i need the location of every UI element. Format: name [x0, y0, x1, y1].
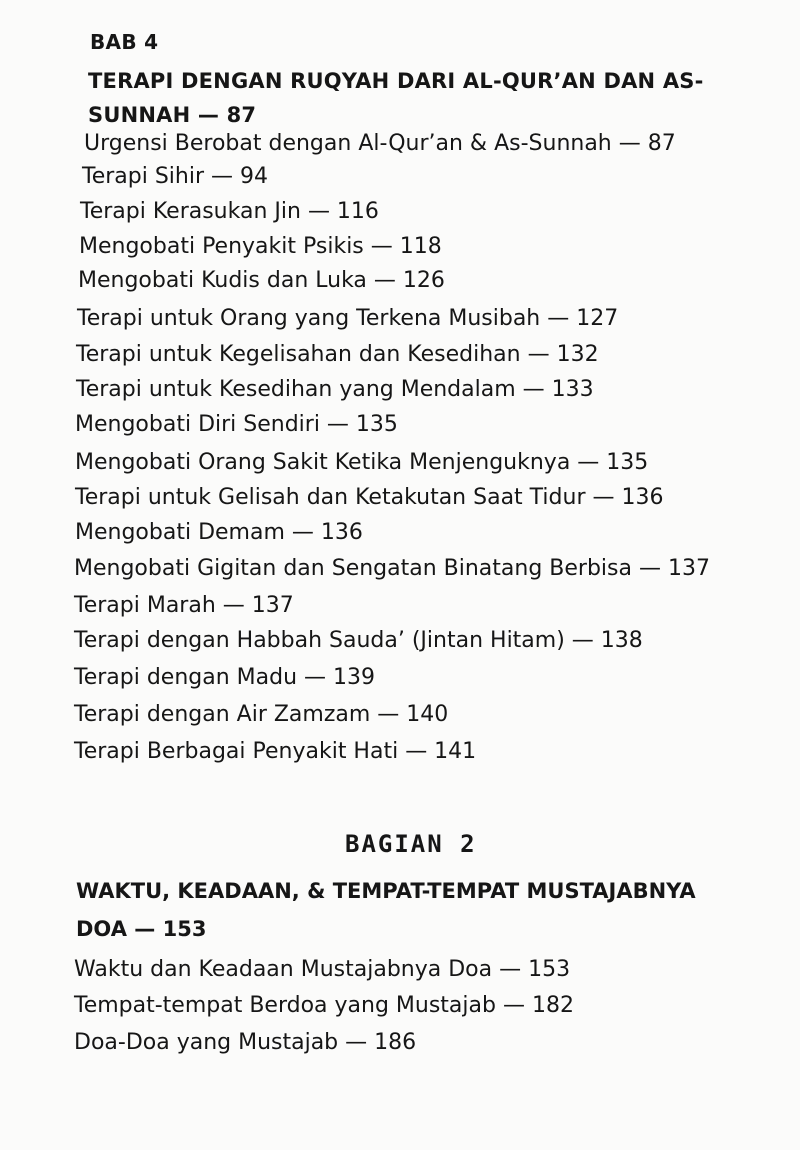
toc-entry: Mengobati Gigitan dan Sengatan Binatang Berbisa — 137: [74, 556, 710, 581]
toc-entry: Terapi Sihir — 94: [82, 164, 268, 189]
chapter-title-line-1: TERAPI DENGAN RUQYAH DARI AL-QUR’AN DAN AS-: [88, 69, 704, 93]
toc-entry: Terapi dengan Air Zamzam — 140: [74, 702, 449, 727]
toc-entry: Terapi untuk Kegelisahan dan Kesedihan — 132: [76, 342, 599, 367]
part-title-line-2: DOA — 153: [76, 917, 207, 941]
part-title: [76, 872, 736, 948]
toc-entry: Mengobati Kudis dan Luka — 126: [78, 268, 445, 293]
chapter-title: [88, 64, 728, 132]
toc-entry: Mengobati Demam — 136: [75, 520, 363, 545]
toc-entry: Terapi Marah — 137: [74, 593, 294, 618]
toc-entry: Waktu dan Keadaan Mustajabnya Doa — 153: [74, 957, 571, 982]
toc-entry: Terapi dengan Habbah Sauda’ (Jintan Hitam) — 138: [74, 628, 643, 653]
toc-entry: Terapi untuk Gelisah dan Ketakutan Saat Tidur — 136: [75, 485, 664, 510]
toc-entry: Mengobati Penyakit Psikis — 118: [79, 234, 442, 259]
chapter-title-line-2: SUNNAH — 87: [88, 103, 257, 127]
toc-entry: Doa-Doa yang Mustajab — 186: [74, 1030, 417, 1055]
toc-entry: Terapi dengan Madu — 139: [74, 665, 376, 690]
part-title-line-1: WAKTU, KEADAAN, & TEMPAT-TEMPAT MUSTAJABNYA: [76, 879, 696, 903]
toc-entry: Terapi untuk Kesedihan yang Mendalam — 133: [76, 377, 594, 402]
toc-entry: Terapi Berbagai Penyakit Hati — 141: [74, 739, 477, 764]
part-label: BAGIAN 2: [345, 830, 477, 858]
toc-entry: Terapi untuk Orang yang Terkena Musibah — 127: [77, 306, 619, 331]
toc-entry: Mengobati Diri Sendiri — 135: [75, 412, 398, 437]
chapter-label: BAB 4: [90, 30, 159, 54]
toc-entry: Mengobati Orang Sakit Ketika Menjenguknya — 135: [75, 450, 649, 475]
toc-entry: Terapi Kerasukan Jin — 116: [80, 199, 379, 224]
toc-entry: Tempat-tempat Berdoa yang Mustajab — 182: [74, 993, 574, 1018]
toc-entry: Urgensi Berobat dengan Al-Qur’an & As-Sunnah — 87: [84, 131, 676, 156]
